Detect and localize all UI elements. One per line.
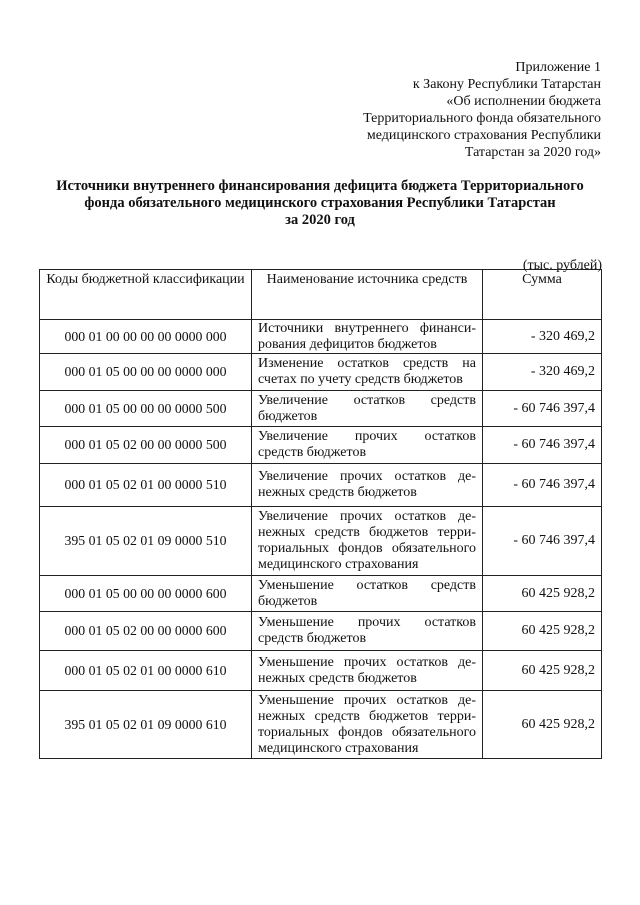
table-row bbox=[40, 427, 602, 464]
row-code: 395 01 05 02 01 09 0000 510 bbox=[40, 507, 252, 576]
appendix-line: Территориального фонда обязательного bbox=[363, 111, 601, 126]
title-line: Источники внутреннего финансирования дефицита бюджета Территориального bbox=[56, 178, 584, 194]
row-name: Уменьшение прочих остатков де-нежных средств бюджетов bbox=[252, 651, 483, 691]
row-name: Уменьшение остатков средств бюджетов bbox=[252, 576, 483, 612]
row-code: 395 01 05 02 01 09 0000 610 bbox=[40, 691, 252, 759]
document-title bbox=[30, 178, 610, 229]
row-sum: 60 425 928,2 bbox=[483, 651, 602, 691]
title-line: за 2020 год bbox=[285, 212, 355, 228]
row-name: Увеличение прочих остатков де-нежных средств бюджетов bbox=[252, 464, 483, 507]
table-row bbox=[40, 464, 602, 507]
row-sum: - 60 746 397,4 bbox=[483, 464, 602, 507]
appendix-line: Приложение 1 bbox=[515, 60, 601, 75]
row-sum: - 60 746 397,4 bbox=[483, 427, 602, 464]
row-sum: 60 425 928,2 bbox=[483, 612, 602, 651]
table-row bbox=[40, 651, 602, 691]
row-name: Уменьшение прочих остатков де-нежных средств бюджетов терри-ториальных фондов обязательного медицинского страхования bbox=[252, 691, 483, 759]
row-name: Изменение остатков средств на счетах по учету средств бюджетов bbox=[252, 354, 483, 391]
row-code: 000 01 05 02 00 00 0000 500 bbox=[40, 427, 252, 464]
row-sum: - 320 469,2 bbox=[483, 320, 602, 354]
row-name: Увеличение остатков средств бюджетов bbox=[252, 391, 483, 427]
budget-sources-table bbox=[39, 269, 602, 759]
units-note: (тыс. рублей) bbox=[522, 258, 602, 273]
appendix-line: медицинского страхования Республики bbox=[366, 128, 601, 143]
table-row bbox=[40, 576, 602, 612]
appendix-line: «Об исполнении бюджета bbox=[446, 94, 601, 109]
row-sum: 60 425 928,2 bbox=[483, 576, 602, 612]
row-code: 000 01 05 00 00 00 0000 500 bbox=[40, 391, 252, 427]
row-sum: - 60 746 397,4 bbox=[483, 507, 602, 576]
row-code: 000 01 05 02 00 00 0000 600 bbox=[40, 612, 252, 651]
appendix-line: Татарстан за 2020 год» bbox=[464, 145, 601, 160]
row-code: 000 01 05 02 01 00 0000 610 bbox=[40, 651, 252, 691]
title-line: фонда обязательного медицинского страхования Республики Татарстан bbox=[84, 195, 556, 211]
row-sum: - 60 746 397,4 bbox=[483, 391, 602, 427]
row-sum: 60 425 928,2 bbox=[483, 691, 602, 759]
table-row bbox=[40, 691, 602, 759]
row-code: 000 01 05 02 01 00 0000 510 bbox=[40, 464, 252, 507]
header-name: Наименование источника средств bbox=[252, 270, 483, 320]
table-header-row bbox=[40, 270, 602, 320]
row-code: 000 01 05 00 00 00 0000 000 bbox=[40, 354, 252, 391]
appendix-note bbox=[281, 59, 601, 161]
row-code: 000 01 05 00 00 00 0000 600 bbox=[40, 576, 252, 612]
table-row bbox=[40, 320, 602, 354]
table-row bbox=[40, 391, 602, 427]
header-code: Коды бюджетной классификации bbox=[40, 270, 252, 320]
row-name: Увеличение прочих остатков де-нежных средств бюджетов терри-ториальных фондов обязательного медицинского страхования bbox=[252, 507, 483, 576]
row-name: Увеличение прочих остатков средств бюджетов bbox=[252, 427, 483, 464]
appendix-line: к Закону Республики Татарстан bbox=[412, 77, 601, 92]
table-row bbox=[40, 507, 602, 576]
row-sum: - 320 469,2 bbox=[483, 354, 602, 391]
header-sum: Сумма bbox=[483, 270, 602, 320]
row-code: 000 01 00 00 00 00 0000 000 bbox=[40, 320, 252, 354]
row-name: Уменьшение прочих остатков средств бюджетов bbox=[252, 612, 483, 651]
table-row bbox=[40, 354, 602, 391]
table-row bbox=[40, 612, 602, 651]
row-name: Источники внутреннего финанси-рования дефицитов бюджетов bbox=[252, 320, 483, 354]
